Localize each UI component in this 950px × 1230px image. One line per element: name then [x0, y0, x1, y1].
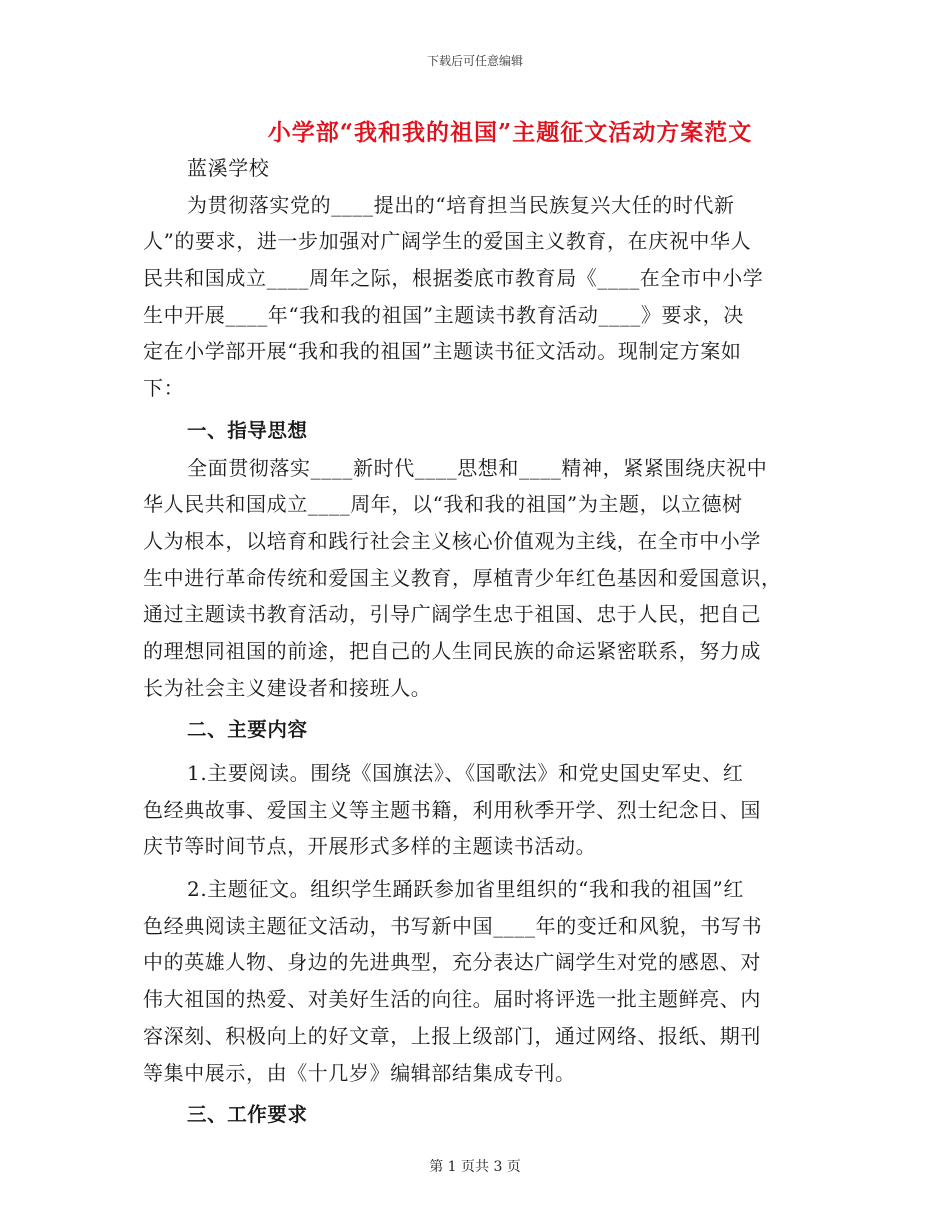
paragraph-line: 庆节等时间节点，开展形式多样的主题读书活动。 — [143, 834, 597, 859]
paragraph-line: 色经典故事、爱国主义等主题书籍，利用秋季开学、烈士纪念日、国 — [143, 797, 761, 822]
intro-line: 民共和国成立____周年之际，根据娄底市教育局《____在全市中小学 — [143, 266, 764, 291]
intro-line: 人”的要求，进一步加强对广阔学生的爱国主义教育，在庆祝中华人 — [143, 229, 752, 254]
paragraph-line: 长为社会主义建设者和接班人。 — [143, 675, 432, 700]
paragraph-line: 2.主题征文。组织学生踊跃参加省里组织的“我和我的祖国”红 — [187, 877, 744, 902]
paragraph-line: 生中进行革命传统和爱国主义教育，厚植青少年红色基因和爱国意识， — [143, 565, 782, 590]
paragraph-line: 人为根本，以培育和践行社会主义核心价值观为主线，在全市中小学 — [143, 528, 761, 553]
main-reading-item — [143, 755, 808, 865]
paragraph-line: 中的英雄人物、身边的先进典型，充分表达广阔学生对党的感恩、对 — [143, 950, 761, 975]
document-title: 小学部“我和我的祖国”主题征文活动方案范文 — [267, 119, 753, 146]
section-heading-main-content: 二、主要内容 — [187, 718, 308, 742]
paragraph-line: 通过主题读书教育活动，引导广阔学生忠于祖国、忠于人民，把自己 — [143, 602, 761, 627]
paragraph-line: 华人民共和国成立____周年，以“我和我的祖国”为主题，以立德树 — [143, 492, 743, 517]
document-body — [143, 150, 808, 1134]
paragraph-line: 全面贯彻落实____新时代____思想和____精神，紧紧围绕庆祝中 — [187, 455, 768, 480]
essay-item — [143, 871, 808, 1091]
intro-line: 生中开展____年“我和我的祖国”主题读书教育活动____》要求，决 — [143, 302, 744, 327]
guiding-ideology-paragraph — [143, 450, 808, 707]
paragraph-line: 等集中展示，由《十几岁》编辑部结集成专刊。 — [143, 1060, 576, 1085]
intro-line: 下： — [143, 376, 185, 401]
intro-line: 为贯彻落实党的____提出的“培育担当民族复兴大任的时代新 — [187, 192, 735, 217]
intro-line: 定在小学部开展“我和我的祖国”主题读书征文活动。现制定方案如 — [143, 339, 742, 364]
section-heading-guiding-ideology: 一、指导思想 — [187, 418, 308, 442]
header-note: 下载后可任意编辑 — [426, 54, 523, 68]
paragraph-line: 容深刻、积极向上的好文章，上报上级部门，通过网络、报纸、期刊 — [143, 1023, 761, 1048]
paragraph-line: 1.主要阅读。围绕《国旗法》、《国歌法》和党史国史军史、红 — [187, 761, 744, 785]
section-heading-work-requirements: 三、工作要求 — [187, 1103, 308, 1127]
paragraph-line: 伟大祖国的热爱、对美好生活的向往。届时将评选一批主题鲜亮、内 — [143, 987, 761, 1012]
intro-paragraph — [143, 187, 808, 407]
page-footer: 第 1 页共 3 页 — [429, 1159, 521, 1175]
school-name: 蓝溪学校 — [187, 156, 270, 180]
paragraph-line: 的理想同祖国的前途，把自己的人生同民族的命运紧密联系，努力成 — [143, 638, 761, 663]
paragraph-line: 色经典阅读主题征文活动，书写新中国____年的变迁和风貌，书写书 — [143, 913, 763, 938]
